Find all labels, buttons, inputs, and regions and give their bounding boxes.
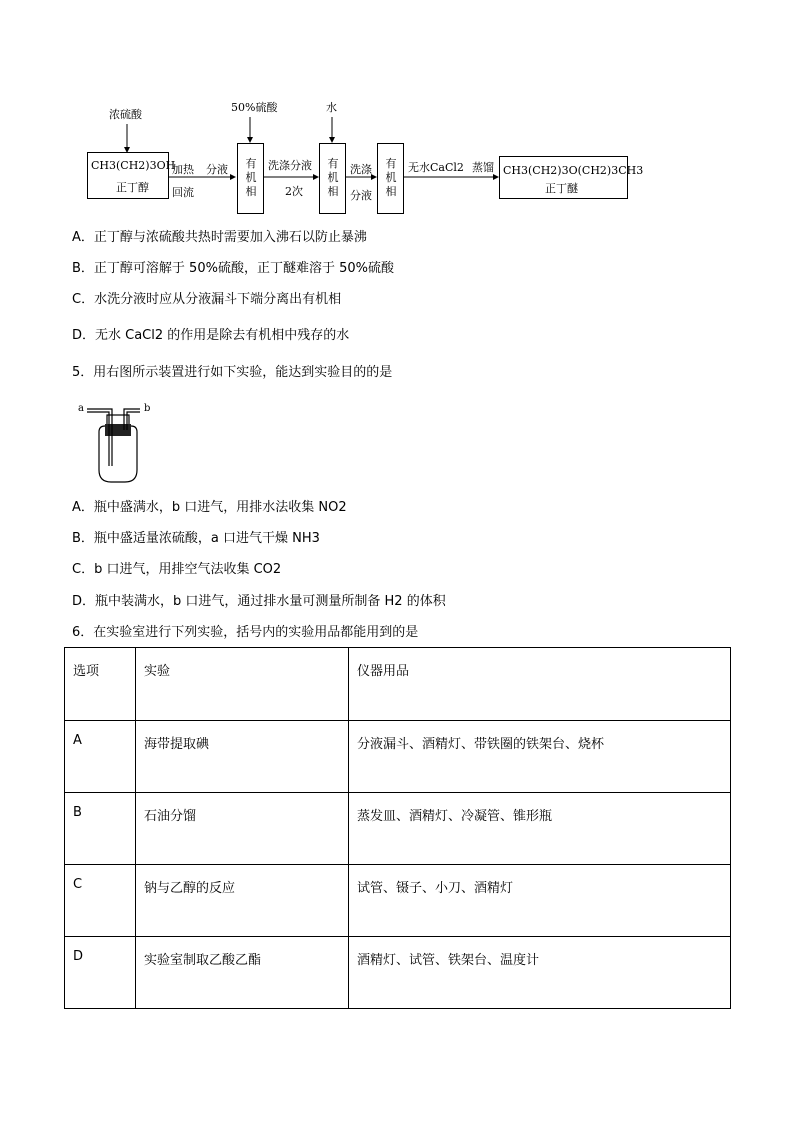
row-option: C [65,865,136,937]
row-option: D [65,937,136,1009]
q6-stem: 6．在实验室进行下列实验，括号内的实验用品都能用到的是 [72,625,419,640]
reagent-50-h2so4: 50%硫酸 [231,101,278,114]
row-option: A [65,721,136,793]
port-b-label: b [144,403,151,414]
q5-option-a: A．瓶中盛满水，b 口进气，用排水法收集 NO2 [72,500,347,515]
step-anhydrous-cacl2: 无水CaCl2 [408,161,464,174]
q4-option-b: B．正丁醇可溶解于 50%硫酸，正丁醚难溶于 50%硫酸 [72,261,394,276]
row-apparatus: 酒精灯、试管、铁架台、温度计 [349,937,731,1009]
row-option: B [65,793,136,865]
organic-phase-label-2: 有机相 [327,157,339,198]
port-a-label: a [78,403,84,414]
header-option: 选项 [65,648,136,721]
reagent-water: 水 [326,101,337,114]
q4-option-c: C．水洗分液时应从分液漏斗下端分离出有机相 [72,292,342,307]
end-formula: CH3(CH2)3O(CH2)3CH3 [503,164,644,177]
step-wash: 洗涤 [350,163,372,176]
q4-option-a: A．正丁醇与浓硫酸共热时需要加入沸石以防止暴沸 [72,230,367,245]
step-heat: 加热 [172,163,194,176]
step-distill: 蒸馏 [472,161,494,174]
q5-option-c: C．b 口进气，用排空气法收集 CO2 [72,562,282,577]
header-experiment: 实验 [136,648,349,721]
table-row [65,865,731,937]
step-wash-separate: 洗涤分液 [268,159,312,172]
organic-phase-label-1: 有机相 [245,157,257,198]
step-separate-2: 分液 [350,189,372,202]
step-twice: 2次 [285,185,303,198]
table-row [65,793,731,865]
q4-option-d: D．无水 CaCl2 的作用是除去有机相中残存的水 [72,328,350,343]
start-formula: CH3(CH2)3OH [91,159,176,172]
end-name: 正丁醚 [545,182,578,195]
organic-phase-label-3: 有机相 [385,157,397,198]
step-separate: 分液 [206,163,228,176]
row-apparatus: 蒸发皿、酒精灯、冷凝管、锥形瓶 [349,793,731,865]
q5-option-d: D．瓶中装满水，b 口进气，通过排水量可测量所制备 H2 的体积 [72,594,446,609]
q6-table [64,647,731,1009]
row-experiment: 钠与乙醇的反应 [136,865,349,937]
row-experiment: 实验室制取乙酸乙酯 [136,937,349,1009]
step-reflux: 回流 [172,186,194,199]
header-apparatus: 仪器用品 [349,648,731,721]
gas-bottle-icon [0,0,794,500]
reagent-conc-h2so4: 浓硫酸 [109,108,142,121]
q5-stem: 5．用右图所示装置进行如下实验，能达到实验目的的是 [72,365,393,380]
start-name: 正丁醇 [116,181,149,194]
row-experiment: 石油分馏 [136,793,349,865]
q5-option-b: B．瓶中盛适量浓硫酸，a 口进气干燥 NH3 [72,531,320,546]
table-header-row [65,648,731,721]
row-apparatus: 分液漏斗、酒精灯、带铁圈的铁架台、烧杯 [349,721,731,793]
table-row [65,937,731,1009]
row-experiment: 海带提取碘 [136,721,349,793]
table-row [65,721,731,793]
row-apparatus: 试管、镊子、小刀、酒精灯 [349,865,731,937]
